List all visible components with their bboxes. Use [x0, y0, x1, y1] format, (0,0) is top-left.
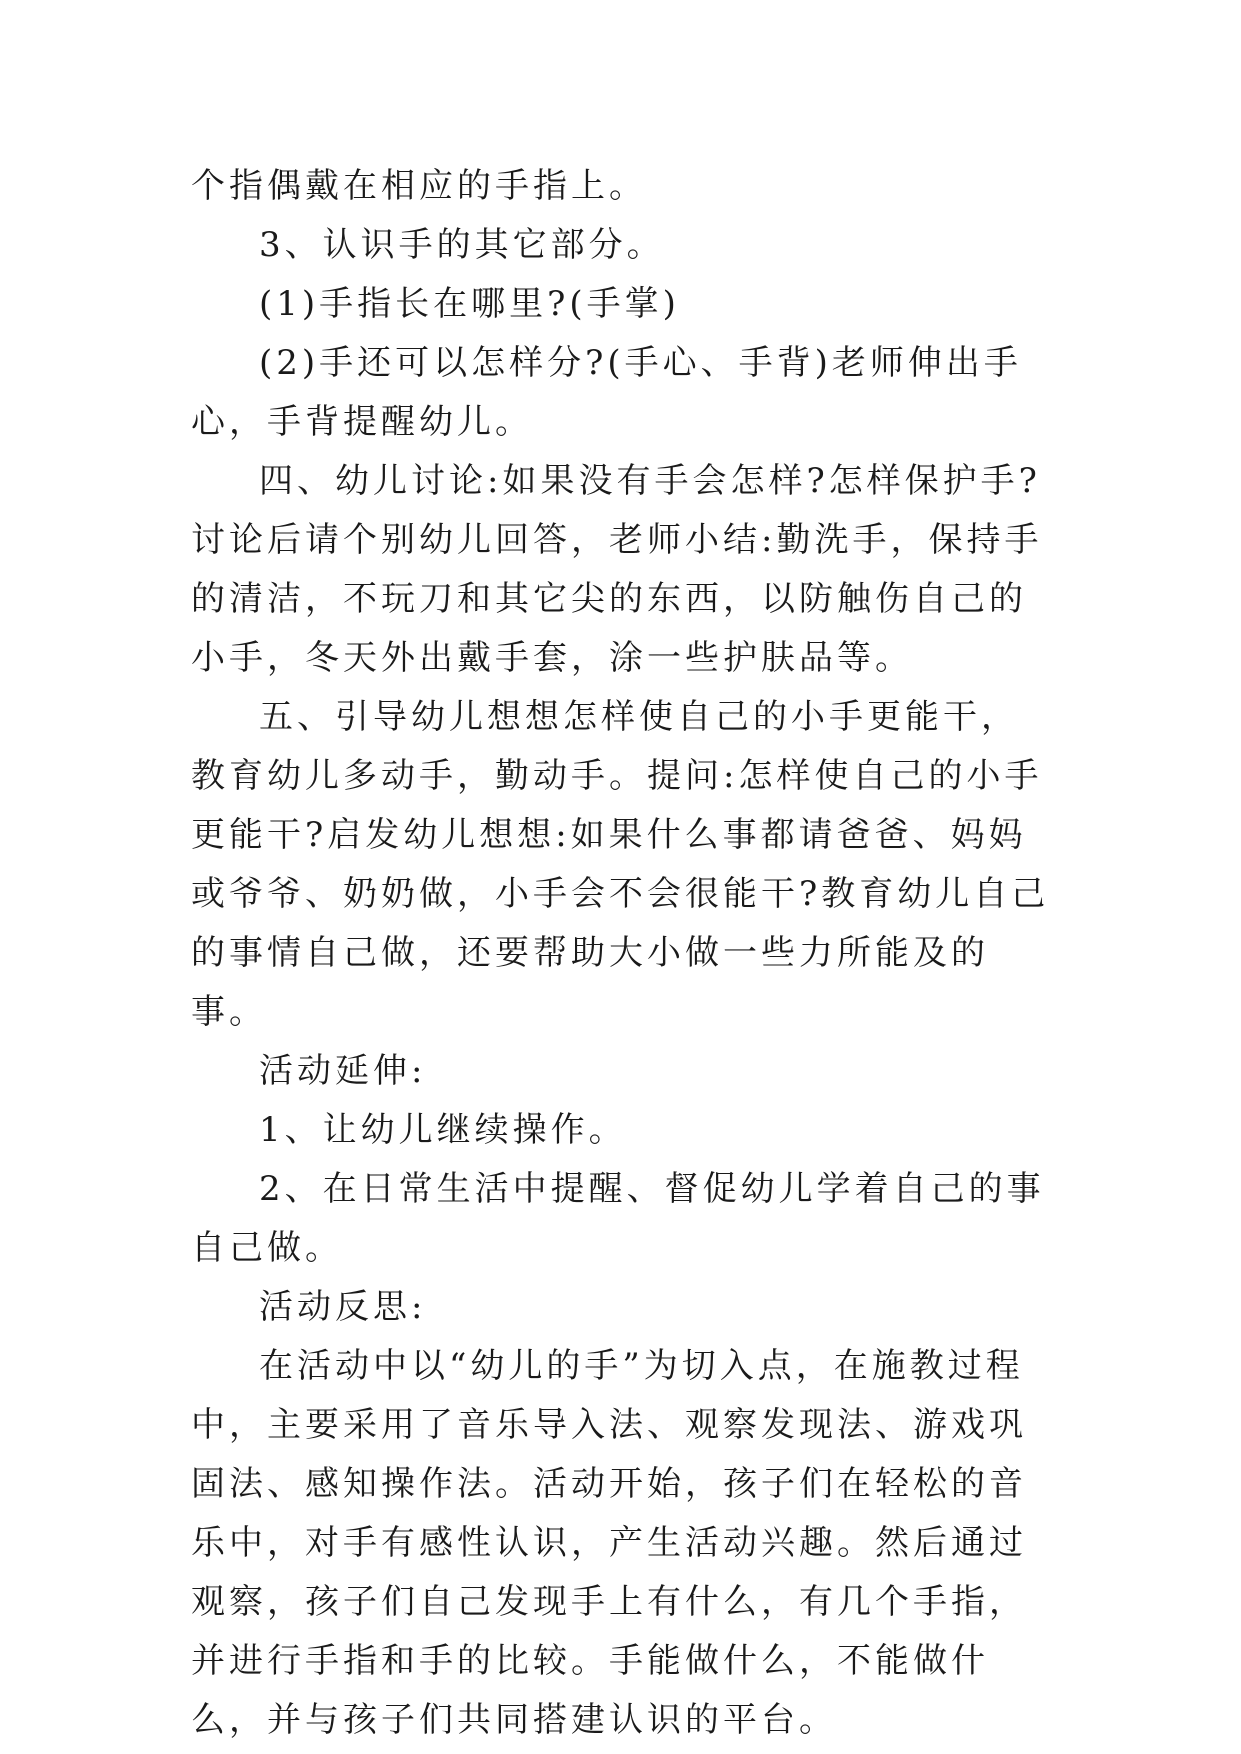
paragraph-continuation: 个指偶戴在相应的手指上。: [191, 166, 647, 206]
document-body: [191, 157, 1051, 1750]
paragraph-question-1: (1)手指长在哪里?(手掌): [259, 284, 680, 324]
heading-activity-extension: 活动延伸:: [259, 1051, 427, 1091]
heading-activity-reflection: 活动反思:: [259, 1287, 427, 1327]
paragraph-extension-2: 2、在日常生活中提醒、督促幼儿学着自己的事自己做。: [191, 1169, 1045, 1268]
paragraph-section-5: 五、引导幼儿想想怎样使自己的小手更能干，教育幼儿多动手，勤动手。提问:怎样使自己的小手更能干?启发幼儿想想:如果什么事都请爸爸、妈妈或爷爷、奶奶做，小手会不会很能干?教育幼儿自己的事情自己做，还要帮助大小做一些力所能及的事。: [191, 697, 1050, 1032]
paragraph-step-3: 3、认识手的其它部分。: [259, 225, 665, 265]
paragraph-reflection: 在活动中以“幼儿的手”为切入点，在施教过程中，主要采用了音乐导入法、观察发现法、游戏巩固法、感知操作法。活动开始，孩子们在轻松的音乐中，对手有感性认识，产生活动兴趣。然后通过观察，孩子们自己发现手上有什么，有几个手指，并进行手指和手的比较。手能做什么，不能做什么，并与孩子们共同搭建认识的平台。: [191, 1346, 1027, 1740]
paragraph-question-2: (2)手还可以怎样分?(手心、手背)老师伸出手心，手背提醒幼儿。: [191, 343, 1022, 442]
paragraph-extension-1: 1、让幼儿继续操作。: [259, 1110, 627, 1150]
paragraph-section-4: 四、幼儿讨论:如果没有手会怎样?怎样保护手?讨论后请个别幼儿回答，老师小结:勤洗手，保持手的清洁，不玩刀和其它尖的东西，以防触伤自己的小手，冬天外出戴手套，涂一些护肤品等。: [191, 461, 1043, 678]
